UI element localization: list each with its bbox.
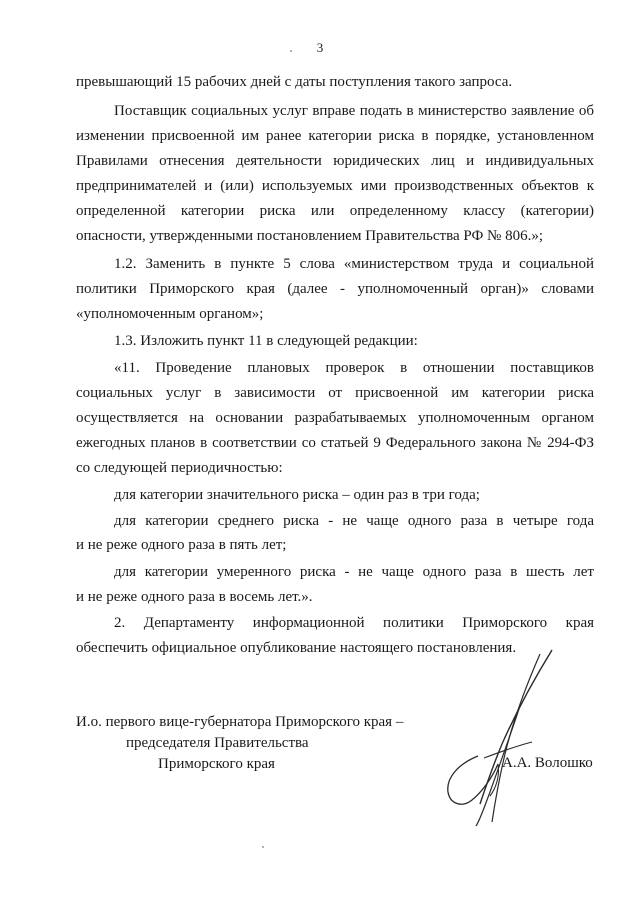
text-line: «уполномоченным органом»; bbox=[76, 306, 264, 322]
text-line: опасности, утвержденными постановлением Правительства РФ № 806.»; bbox=[76, 228, 544, 244]
text-line: осуществляется на основании разрабатываемых уполномоченным органом bbox=[76, 410, 594, 426]
text-line: и не реже одного раза в восемь лет.». bbox=[76, 589, 313, 605]
scan-speck bbox=[290, 50, 292, 52]
text-line: социальных услуг в зависимости от присвоенной им категории риска bbox=[76, 385, 594, 401]
text-line: ежегодных планов в соответствии со статьей 9 Федерального закона № 294-ФЗ bbox=[76, 435, 594, 451]
text-line: Правилами отнесения деятельности юридических лиц и индивидуальных bbox=[76, 153, 594, 169]
signatory-position-line: И.о. первого вице-губернатора Приморского края – bbox=[76, 714, 404, 730]
text-line: определенной категории риска или определенному классу (категории) bbox=[76, 203, 594, 219]
text-line: изменении присвоенной им ранее категории риска в порядке, установленном bbox=[76, 128, 594, 144]
text-line: для категории значительного риска – один раз в три года; bbox=[114, 487, 480, 503]
signatory-position-line: Приморского края bbox=[158, 756, 275, 772]
text-line: 1.2. Заменить в пункте 5 слова «министерством труда и социальной bbox=[114, 256, 594, 272]
text-line: 2. Департаменту информационной политики Приморского края bbox=[114, 615, 594, 631]
page-number: 3 bbox=[316, 40, 324, 55]
handwritten-signature bbox=[440, 646, 560, 846]
text-line: политики Приморского края (далее - уполномоченный орган)» словами bbox=[76, 281, 594, 297]
text-line: обеспечить официальное опубликование настоящего постановления. bbox=[76, 640, 517, 656]
text-line: предпринимателей и (или) используемых ими производственных объектов к bbox=[76, 178, 594, 194]
text-line: со следующей периодичностью: bbox=[76, 460, 283, 476]
signatory-position-line: председателя Правительства bbox=[126, 735, 309, 751]
text-line: превышающий 15 рабочих дней с даты поступления такого запроса. bbox=[76, 74, 513, 90]
text-line: для категории умеренного риска - не чаще одного раза в шесть лет bbox=[114, 564, 594, 580]
scan-speck bbox=[262, 846, 264, 848]
text-line: 1.3. Изложить пункт 11 в следующей редакции: bbox=[114, 333, 418, 349]
signatory-name: А.А. Волошко bbox=[502, 755, 593, 771]
text-line: Поставщик социальных услуг вправе подать в министерство заявление об bbox=[114, 103, 594, 119]
text-line: «11. Проведение плановых проверок в отношении поставщиков bbox=[114, 360, 594, 376]
text-line: для категории среднего риска - не чаще одного раза в четыре года bbox=[114, 513, 594, 529]
text-line: и не реже одного раза в пять лет; bbox=[76, 537, 287, 553]
